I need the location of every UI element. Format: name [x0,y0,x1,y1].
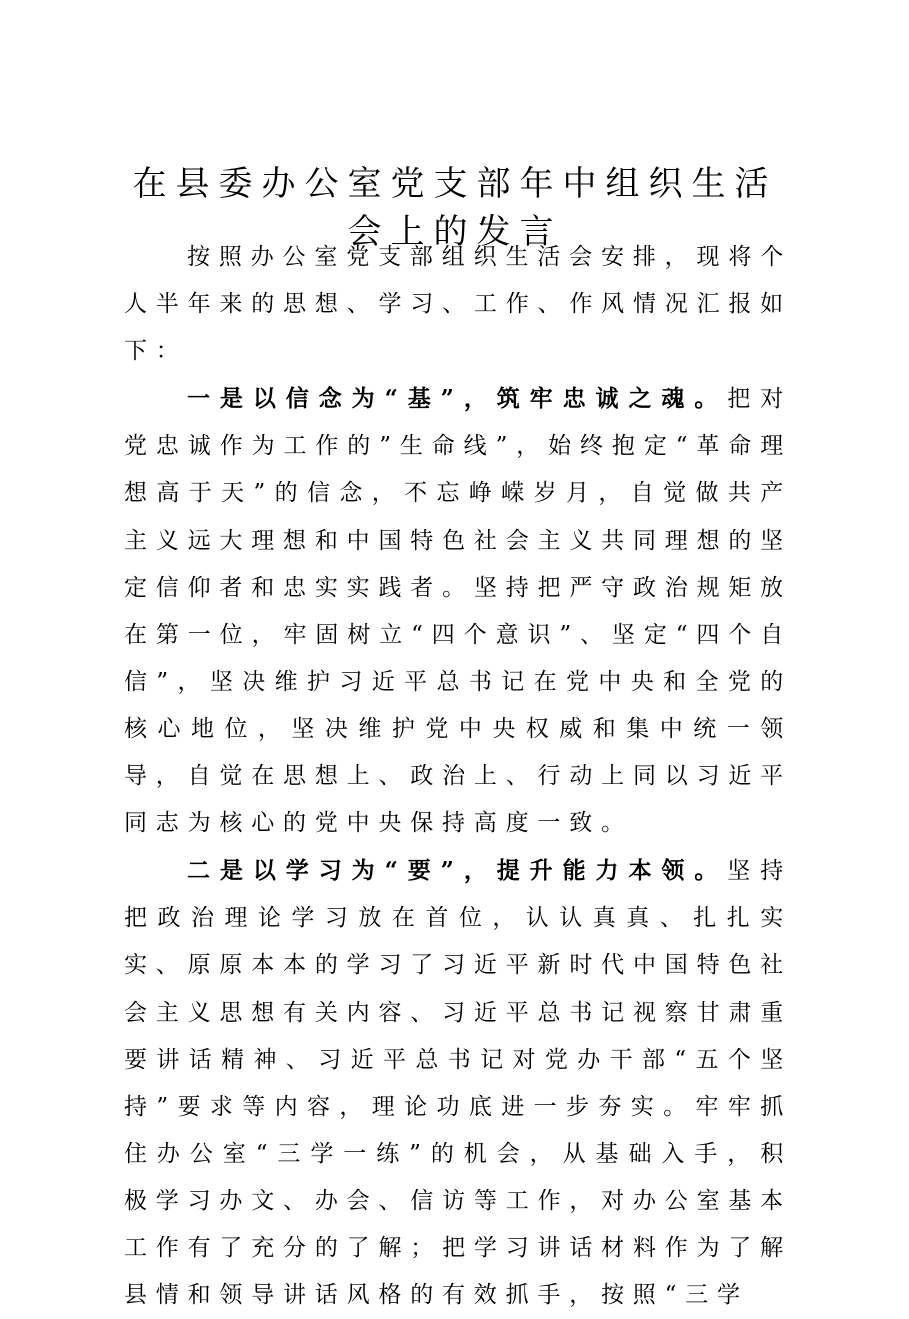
intro-paragraph: 按照办公室党支部组织生活会安排，现将个人半年来的思想、学习、工作、作风情况汇报如下： [124,244,792,365]
section-paragraph-1 [124,375,792,847]
section-2-text: 坚持把政治理论学习放在首位，认认真真、扎扎实实、原原本本的学习了习近平新时代中国特色社会主义思想有关内容、习近平总书记视察甘肃重要讲话精神、习近平总书记对党办干部“五个坚持”要求等内容，理论功底进一步夯实。牢牢抓住办公室“三学一练”的机会，从基础入手，积极学习办文、办会、信访等工作，对办公室基本工作有了充分的了解；把学习讲话材料作为了解县情和领导讲话风格的有效抓手，按照“三学 [124,858,792,1309]
document-body [124,234,792,1319]
section-2-lead: 二是以学习为“要”，提升能力本领。 [187,857,728,885]
section-1-text: 把对党忠诚作为工作的”生命线”，始终抱定“革命理想高于天”的信念，不忘峥嵘岁月，自觉做共产主义远大理想和中国特色社会主义共同理想的坚定信仰者和忠实实践者。坚持把严守政治规矩放在第一位，牢固树立“四个意识”、坚定“四个自信”，坚决维护习近平总书记在党中央和全党的核心地位，坚决维护党中央权威和集中统一领导，自觉在思想上、政治上、行动上同以习近平同志为核心的党中央保持高度一致。 [124,386,792,837]
section-paragraph-2 [124,847,792,1319]
title-line-2: 会上的发言 [347,212,563,252]
section-1-lead: 一是以信念为“基”，筑牢忠诚之魂。 [187,385,728,413]
title-line-1: 在县委办公室党支部年中组织生活 [132,164,778,204]
